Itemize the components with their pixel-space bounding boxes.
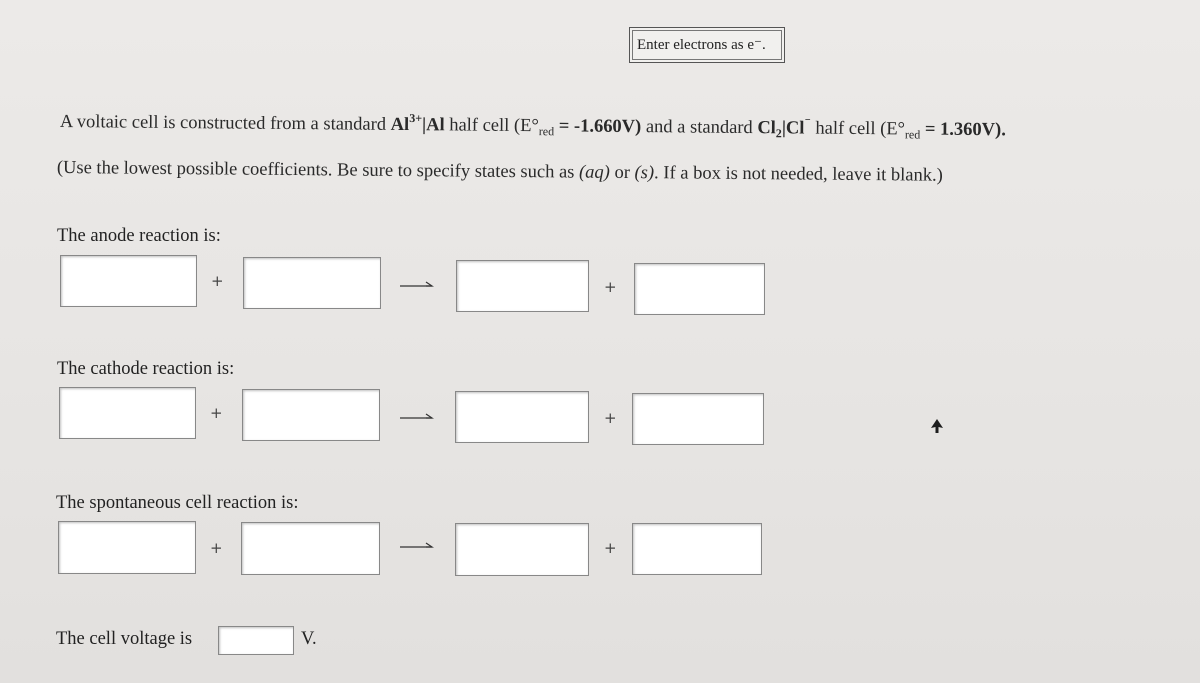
- problem-text-2: half cell (E°: [444, 115, 539, 137]
- instruction-text-2: or: [609, 162, 635, 184]
- cathode-reactant-2-input[interactable]: [242, 389, 380, 441]
- cathode-product-1-input[interactable]: [455, 391, 589, 443]
- cathode-reaction-label: The cathode reaction is:: [57, 359, 235, 379]
- anode-reactant-1-input[interactable]: [60, 255, 197, 307]
- instruction-text-1: (Use the lowest possible coefficients. Be sure to specify states such as: [56, 158, 580, 183]
- chlorine-potential: = 1.360V).: [920, 119, 1006, 141]
- mouse-cursor-icon: [930, 418, 944, 434]
- aluminum-symbol: Al: [390, 114, 410, 136]
- problem-statement: [60, 108, 1190, 145]
- anode-product-1-input[interactable]: [456, 260, 589, 312]
- anode-reactant-2-input[interactable]: [243, 257, 381, 309]
- cathode-reactant-1-input[interactable]: [59, 387, 196, 439]
- instruction-text: [57, 158, 1177, 189]
- s-state: (s): [634, 163, 655, 184]
- anode-reaction-arrow-icon: [400, 280, 434, 292]
- spontaneous-reaction-arrow-icon: [400, 541, 434, 553]
- aluminum-ion: [390, 111, 445, 136]
- cathode-product-2-input[interactable]: [632, 393, 764, 445]
- aluminum-potential: = -1.660V): [554, 116, 642, 138]
- aluminum-charge: 3+: [409, 111, 423, 126]
- chlorine-couple: [757, 114, 811, 141]
- electron-entry-hint-text: Enter electrons as e⁻.: [632, 30, 782, 60]
- chlorine-symbol: Cl: [757, 118, 776, 139]
- chloride-symbol: |Cl: [781, 118, 805, 139]
- spontaneous-reaction-label: The spontaneous cell reaction is:: [56, 493, 299, 513]
- instruction-text-3: . If a box is not needed, leave it blank.): [653, 163, 943, 186]
- anode-product-2-input[interactable]: [634, 263, 765, 315]
- voltage-unit: V.: [301, 629, 317, 649]
- cathode-plus-1: +: [210, 404, 223, 422]
- anode-reaction-label: The anode reaction is:: [57, 226, 221, 246]
- cathode-reaction-arrow-icon: [400, 412, 434, 424]
- spontaneous-product-2-input[interactable]: [632, 523, 762, 575]
- chloride-charge: ⁻: [804, 114, 811, 129]
- aq-state: (aq): [578, 162, 610, 183]
- cell-voltage-input[interactable]: [218, 626, 294, 655]
- cell-voltage-label: The cell voltage is: [56, 629, 193, 649]
- chlorine-subscript: 2: [775, 126, 782, 141]
- problem-text-1: A voltaic cell is constructed from a standard: [59, 111, 391, 135]
- red-subscript-2: red: [904, 127, 921, 142]
- spontaneous-reactant-1-input[interactable]: [58, 521, 196, 574]
- problem-text-4: half cell (E°: [810, 118, 906, 140]
- problem-text-3: and a standard: [641, 117, 758, 139]
- cathode-plus-2: +: [604, 409, 617, 427]
- spontaneous-plus-2: +: [604, 539, 617, 557]
- spontaneous-reactant-2-input[interactable]: [241, 522, 380, 575]
- spontaneous-plus-1: +: [210, 539, 223, 557]
- aluminum-electrode: |Al: [421, 115, 445, 136]
- electron-entry-hint: [629, 27, 785, 63]
- anode-plus-2: +: [604, 278, 617, 296]
- spontaneous-product-1-input[interactable]: [455, 523, 589, 576]
- red-subscript-1: red: [538, 124, 555, 139]
- anode-plus-1: +: [211, 272, 224, 290]
